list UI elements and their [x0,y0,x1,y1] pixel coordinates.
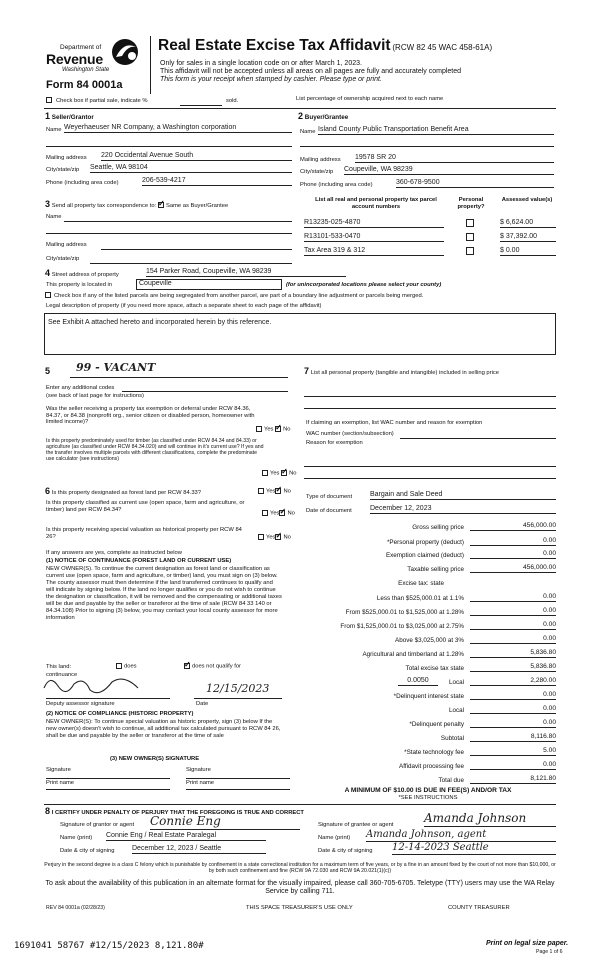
tax-label-delinq-penalty: *Delinquent penalty [409,721,464,728]
grantee-sig-label: Signature of grantee or agent [318,822,394,828]
owner-sig-label-1: Signature [46,767,71,773]
parcel-row-1-pp-checkbox[interactable] [466,219,476,227]
sec5-q1: Was the seller receiving a property tax exemption or deferral under RCW 84.36, 84.37, or 84.38 (nonprofit org., senior citizen or disabled person, homeowner with limited income)? [46,406,255,426]
owner-print-label-2: Print name [186,780,215,786]
notice2-body: NEW OWNER(S): To continue special valuation as historic property, sign (3) below If the new owner(s) doesn't wish to continue, all additional tax calculated pursuant to RCW 84 26, shall be due and payable by the seller or transferor at the time of sale [46,719,281,740]
same-as-buyer-label: Same as Buyer/Grantee [165,203,229,209]
owner-print-label-1: Print name [46,780,75,786]
grantor-date-label: Date & city of signing [60,848,115,854]
seller-heading: 1 Seller/Grantor [45,111,94,121]
exemption-label: If claiming an exemption, list WAC number and reason for exemption [306,420,483,426]
header-note-2: This affidavit will not be accepted unless all areas on all pages are fully and accurately completed [160,68,462,75]
owner-sig-label-2: Signature [186,767,211,773]
tax-value-local[interactable]: 2,280.00 [470,677,556,686]
unincorporated-note: (for unincorporated locations please select your county) [286,282,442,288]
tax-value-agri[interactable]: 5,836.80 [470,649,556,658]
doc-type-label: Type of document [306,494,353,500]
grantee-name-label: Name (print) [318,835,351,841]
seller-phone[interactable]: 206-539-4217 [142,177,292,186]
treasurer-only: THIS SPACE TREASURER'S USE ONLY [246,905,353,911]
parcels-col-3: Assessed value(s) [501,197,553,203]
wac-label: WAC number (section/subsection) [306,431,394,437]
accessibility-note: To ask about the availability of this publication in an alternate format for the visually impaired, please call 360-705-6705. Teletype (TTY) users may use the WA Relay Service by calling 711. [45,880,555,896]
grantee-signature[interactable]: Amanda Johnson [424,812,556,827]
tax-value-total-state[interactable]: 5,836.80 [470,663,556,672]
seller-name[interactable]: Weyerhaeuser NR Company, a Washington corporation [64,124,292,133]
header-note-3: This form is your receipt when stamped by cashier. Please type or print. [160,76,382,83]
tax-value-exemption[interactable]: 0.00 [470,550,556,559]
parcel-row-1[interactable]: R13235-025-4870 [304,219,444,228]
grantor-sig-label: Signature of grantor or agent [60,822,135,828]
local-rate[interactable]: 0.0050 [398,677,438,686]
seller-addr-label: Mailing address [46,155,87,161]
rev-number: REV 84 0001a (02/28/23) [46,905,105,911]
tax-value-personal[interactable]: 0.00 [470,537,556,546]
tax-value-delinq-int-local[interactable]: 0.00 [470,705,556,714]
does-not-option[interactable]: ✓ does not qualify for [184,663,241,670]
page-title: Real Estate Excise Tax Affidavit (RCW 82 45 WAC 458-61A) [158,37,493,54]
located-select[interactable]: Coupeville [136,279,282,290]
tax-label-total-state: Total excise tax state [405,665,464,672]
seller-phone-label: Phone (including area code) [46,180,119,186]
deputy-sig-label: Deputy assessor signature [46,701,115,707]
notice1-body: NEW OWNER(S). To continue the current designation as forest land or classification as current use (open space, farm and agriculture, or timber) land, you must sign on (3) below. The county assessor must then determine if the land transferred continues to qualify and will indicate by signing below. If the land no longer qualifies or you do not wish to continue the designation or classification, it will be removed and the compensating or additional taxes will be due and payable by the seller or transferor at the time of sale (RCW 84 33 140 or 84.34.108) Prior to signing (3) below, you may contact your local county assessor for more information [46,566,282,622]
state-label: Washington State [62,67,110,73]
partial-sale-checkbox[interactable] [46,97,54,104]
partial-sale-sold: sold. [226,98,239,104]
parcel-row-2-pp-checkbox[interactable] [466,233,476,241]
located-label: This property is located in [46,282,113,288]
cashier-stamp: 1691041 58767 #12/15/2023 8,121.80# [14,941,204,951]
tax-value-subtotal[interactable]: 8,116.80 [470,733,556,742]
sec7-heading: 7 List all personal property (tangible and intangible) included in selling price [304,366,499,376]
sec6-q1-row: 6 Is this property designated as forest land per RCW 84.33? [45,486,201,496]
dor-logo-icon [110,37,142,67]
tax-label-tech-fee: *State technology fee [404,749,464,756]
tax-value-tier3[interactable]: 0.00 [470,621,556,630]
sec5-q1-answer[interactable]: Yes ✓ No [256,426,291,433]
tax-label-processing-fee: Affidavit processing fee [399,763,464,770]
tax-value-delinq-penalty[interactable]: 0.00 [470,719,556,728]
tax-label-delinq-int-local: Local [448,707,464,714]
buyer-phone[interactable]: 360-678-9500 [396,179,554,188]
segregated-label: Check box if any of the listed parcels are being segregated from another parcel, are part of a boundary line adjustment or parcels being merged. [54,293,424,299]
legal-desc-label: Legal description of property (if you need more space, attach a separate sheet to each page of the affidavit) [46,303,322,309]
legal-paper-note: Print on legal size paper. [486,940,569,947]
see-back-label: (see back of last page for instructions) [46,393,144,399]
see-instructions: *SEE INSTRUCTIONS [398,795,458,801]
tax-label-personal: *Personal property (deduct) [386,539,464,546]
seller-address[interactable]: 220 Occidental Avenue South [101,152,292,161]
tax-label-tier1: Less than $525,000.01 at 1.1% [376,595,464,602]
buyer-address[interactable]: 19578 SR 20 [355,154,554,163]
continuance-label: continuance [46,672,78,678]
does-option[interactable]: does [116,663,137,670]
doc-date-label: Date of document [306,508,352,514]
tax-label-tier3: From $1,525,000.01 to $3,025,000 at 2.75% [340,623,464,630]
grantee-date[interactable]: 12-14-2023 Seattle [392,842,556,855]
assessor-signature-scribble [40,672,150,700]
tax-value-processing-fee[interactable]: 0.00 [470,761,556,770]
buyer-name-label: Name [300,129,316,135]
parcel-row-3[interactable]: Tax Area 319 & 312 [304,247,444,256]
notice1-title: (1) NOTICE OF CONTINUANCE (FOREST LAND OR CURRENT USE) [46,558,232,564]
doc-type[interactable]: Bargain and Sale Deed [370,491,556,500]
tax-label-subtotal: Subtotal [440,735,464,742]
sec6-q3-answer[interactable]: Yes✓ No [258,534,291,541]
form-number: Form 84 0001a [46,79,123,91]
partial-sale-label: Check box if partial sale, indicate % [56,98,148,104]
grantee-date-label: Date & city of signing [318,848,373,854]
tax-value-tier1[interactable]: 0.00 [470,593,556,602]
parcel-row-3-value[interactable]: $ 0.00 [500,247,556,256]
doc-date[interactable]: December 12, 2023 [370,505,556,514]
deputy-date-label: Date [196,701,209,707]
tax-label-exemption: Exemption claimed (deduct) [385,552,464,559]
tax-value-tier4[interactable]: 0.00 [470,635,556,644]
header-note-1: Only for sales in a single location code on or after March 1, 2023. [160,60,362,67]
tax-label-tier2: From $525,000.01 to $1,525,000 at 1.28% [345,609,464,616]
parcel-row-2-value[interactable]: $ 37,392.00 [500,233,556,242]
perjury-note: Perjury in the second degree is a class C felony which is punishable by confinement in a state correctional institution for a maximum term of five years, or by a fine in an amount fixed by the court of not more than $10,000, or by both such confinement and fine (RCW 9A 72.030 and RCW 9A 20.021(1)(c)) [44,862,556,875]
corr-name-label: Name [46,214,62,220]
dept-name: Revenue [46,51,103,67]
legal-desc-box[interactable] [44,313,556,355]
grantor-name[interactable]: Connie Eng / Real Estate Paralegal [106,832,266,841]
tax-label-excise-state: Excise tax: state [398,580,444,587]
minimum-due: A MINIMUM OF $10.00 IS DUE IN FEE(S) AND/OR TAX [344,787,512,794]
buyer-heading: 2 Buyer/Grantee [298,111,349,121]
additional-codes-label: Enter any additional codes [46,385,115,391]
tax-value-tier2[interactable]: 0.00 [470,607,556,616]
this-land-label: This land: [46,664,72,670]
tax-value-delinq-int-state[interactable]: 0.00 [470,691,556,700]
seller-city-label: City/state/zip [46,167,80,173]
sec6-q2-answer[interactable]: Yes✓ No [262,510,295,517]
buyer-phone-label: Phone (including area code) [300,182,373,188]
tax-value-taxable[interactable]: 456,000.00 [470,564,556,573]
same-as-buyer-checkbox[interactable] [158,202,164,208]
new-owner-sig-title: (3) NEW OWNER(S) SIGNATURE [110,756,200,762]
street-heading: 4 Street address of property [45,268,119,278]
parcels-col-2: Personal property? [457,197,485,210]
sec5-num: 5 [45,366,51,376]
tax-value-total-due[interactable]: 8,121.80 [470,775,556,784]
buyer-name[interactable]: Island County Public Transportation Benefit Area [318,126,554,135]
assessor-date[interactable]: 12/15/2023 [206,682,270,695]
tax-label-delinq-int-state: *Delinquent interest state [393,693,464,700]
seller-name-label: Name [46,127,62,133]
corr-addr-label: Mailing address [46,242,87,248]
parcel-row-1-value[interactable]: $ 6,624.00 [500,219,556,228]
if-any-yes: If any answers are yes, complete as instructed below [46,550,182,556]
buyer-city-label: City/state/zip [300,169,334,175]
grantor-signature[interactable]: Connie Eng [150,815,300,830]
tax-label-gross: Gross selling price [412,524,464,531]
reason-label: Reason for exemption [306,440,363,446]
ownership-note: List percentage of ownership acquired next to each name [296,96,444,102]
sec5-q2: Is this property predominately used for timber (as classified under RCW 84.34 and 84.33) or agriculture (as classified under RCW 84.34.020) and will continue in it's current use? If yes and the transfer involves multiple parcels with different classifications, complete the predominate use calculator (see instructions) [46,438,264,462]
sec6-q1-answer[interactable]: Yes✓ No [258,488,291,495]
tax-value-gross[interactable]: 456,000.00 [470,522,556,531]
tax-label-agri: Agricultural and timberland at 1.28% [362,651,464,658]
parcels-col-1: List all real and personal property tax parcel account numbers [315,197,437,210]
parcel-row-2[interactable]: R13101-533-0470 [304,233,444,242]
tax-label-tier4: Above $3,025,000 at 3% [395,637,464,644]
tax-value-tech-fee[interactable]: 5.00 [470,747,556,756]
page-number: Page 1 of 6 [536,949,563,955]
county-treasurer: COUNTY TREASURER [448,905,510,911]
dept-label: Department of [60,44,102,51]
tax-label-local: Local [448,679,464,686]
grantee-name[interactable]: Amanda Johnson, agent [366,829,556,842]
correspondence-heading: 3 Send all property tax correspondence to: ✓ Same as Buyer/Grantee [45,199,228,210]
sec6-q2: Is this property classified as current use (open space, farm and agriculture, or timber) land per RCW 84.34? [46,500,245,513]
tax-label-taxable: Taxable selling price [407,566,464,573]
grantor-name-label: Name (print) [60,835,93,841]
buyer-addr-label: Mailing address [300,157,341,163]
grantor-date[interactable]: December 12, 2023 / Seattle [132,845,266,854]
certify-heading: 8 I CERTIFY UNDER PENALTY OF PERJURY THAT THE FOREGOING IS TRUE AND CORRECT [45,806,304,816]
street-address[interactable]: 154 Parker Road, Coupeville, WA 98239 [146,268,346,277]
tax-label-total-due: Total due [438,777,464,784]
parcel-row-3-pp-checkbox[interactable] [466,247,476,255]
legal-description: See Exhibit A attached hereto and incorporated herein by this reference. [48,319,272,326]
notice2-title: (2) NOTICE OF COMPLIANCE (HISTORIC PROPERTY) [46,711,194,717]
buyer-city[interactable]: Coupeville, WA 98239 [344,166,554,175]
sec5-q2-answer[interactable]: Yes ✓ No [262,470,297,477]
land-use-code[interactable]: 99 - VACANT [76,361,156,374]
seller-city[interactable]: Seattle, WA 98104 [90,164,292,173]
corr-city-label: City/state/zip [46,256,80,262]
sec6-q3: Is this property receiving special valuation as historical property per RCW 84 26? [46,527,242,540]
segregated-checkbox[interactable] [45,292,53,299]
